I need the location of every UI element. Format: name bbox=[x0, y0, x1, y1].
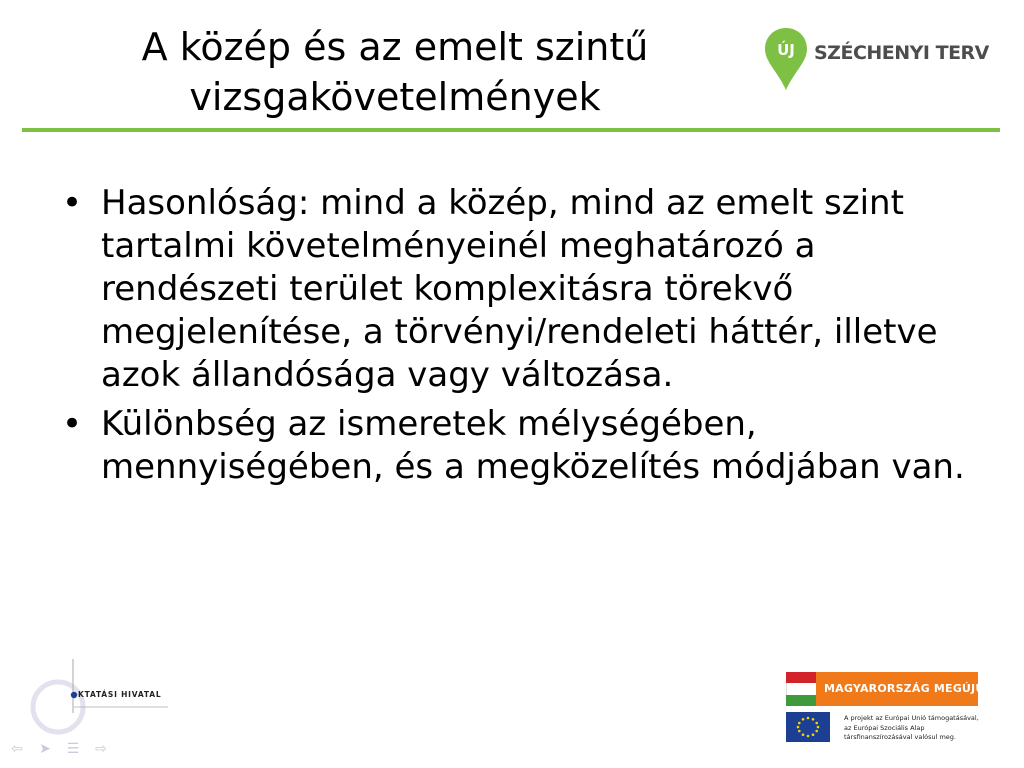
bullet-text: Különbség az ismeretek mélységében, mennyiségében, és a megközelítés módjában van. bbox=[101, 404, 965, 487]
szechenyi-terv-logo bbox=[762, 26, 992, 96]
slide-title bbox=[90, 22, 700, 122]
bullet-icon: • bbox=[62, 183, 83, 223]
flag-red-stripe bbox=[786, 672, 816, 683]
eu-text-line: társfinanszírozásával valósul meg. bbox=[844, 733, 956, 741]
bullet-text: Hasonlóság: mind a közép, mind az emelt szint tartalmi követelményeinél meghatározó a rendészeti terület komplexitásra törekvő megjelenítése, a törvényi/rendeleti háttér, illetve azok állandósága vagy változása. bbox=[101, 183, 938, 395]
oktatasi-hivatal-logo bbox=[30, 655, 180, 745]
slide-navigation bbox=[6, 738, 126, 756]
eu-flag-icon bbox=[786, 712, 830, 742]
eu-funding-text bbox=[844, 714, 979, 743]
pin-icon bbox=[762, 26, 810, 96]
magyarorszag-text: MAGYARORSZÁG MEGÚJUL bbox=[824, 682, 992, 695]
navigate-icon[interactable]: ➤ bbox=[39, 741, 51, 757]
oktatasi-hivatal-mark-icon bbox=[30, 655, 180, 745]
bullet-icon: • bbox=[62, 404, 83, 444]
menu-icon[interactable]: ☰ bbox=[66, 741, 80, 757]
eu-text-line: A projekt az Európai Unió támogatásával, bbox=[844, 714, 979, 722]
title-divider bbox=[22, 128, 1000, 132]
flag-green-stripe bbox=[786, 695, 816, 706]
arrow-right-icon[interactable]: ⇨ bbox=[95, 741, 107, 757]
eu-text-line: az Európai Szociális Alap bbox=[844, 723, 925, 732]
magyarorszag-megujul-logo bbox=[786, 672, 992, 706]
szechenyi-wordmark: SZÉCHENYI TERV bbox=[814, 42, 989, 64]
szechenyi-badge-text: ÚJ bbox=[777, 41, 795, 59]
eu-funding-logo bbox=[786, 712, 986, 746]
bullet-list bbox=[62, 182, 982, 495]
slide-title-line-2: vizsgakövetelmények bbox=[189, 75, 601, 119]
slide-title-line-1: A közép és az emelt szintű bbox=[141, 25, 649, 69]
list-item bbox=[62, 403, 982, 489]
list-item bbox=[62, 182, 982, 397]
oktatasi-hivatal-text: KTATÁSI HIVATAL bbox=[78, 690, 162, 699]
arrow-left-icon[interactable]: ⇦ bbox=[11, 741, 23, 757]
flag-white-stripe bbox=[786, 683, 817, 695]
